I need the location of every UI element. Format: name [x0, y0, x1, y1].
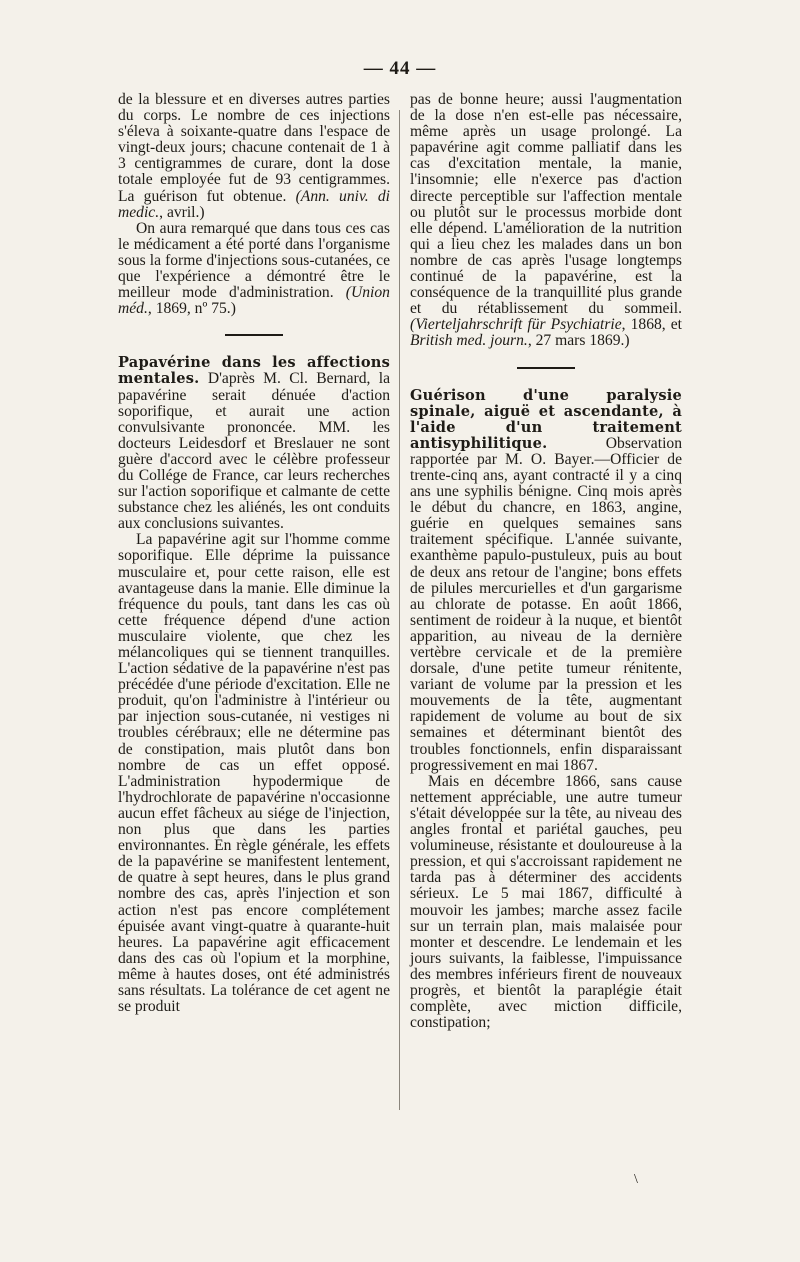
column-divider — [399, 110, 400, 1110]
citation-source: (Ann. univ. di medic. — [118, 187, 390, 221]
citation-source-2: British med. journ. — [410, 332, 528, 350]
section-heading: Papavérine dans les affections mentales. — [118, 354, 390, 388]
right-column — [410, 92, 682, 1031]
left-column — [118, 92, 390, 1015]
paragraph-papaverine-effects: La papavérine agit sur l'homme comme soporifique. Elle déprime la puissance musculaire et, pour cette raison, elle est avantageuse dans la manie. Elle diminue la fréquence du pouls, tant dans les cas où cette fréquence dépend d'une action musculaire violente, que chez les mélancoliques qui se tiennent tranquilles. L'action sédative de la papavérine n'est pas précédée d'une période d'excitation. Elle ne produit, qu'on l'administre à l'intérieur ou par injection sous-cutanée, ni vestiges ni troubles cérébraux; elle ne détermine pas de constipation, mais plutôt dans bon nombre de cas un effet opposé. L'administration hypodermique de l'hydrochlorate de papavérine n'occasionne aucun effet fâcheux au siége de l'injection, non plus que dans les parties environnantes. En règle générale, les effets de la papavérine se manifestent lentement, de quatre à sept heures, dans le plus grand nombre des cas, après l'injection et son action n'est pas encore complétement épuisée avant vingt-quatre à quarante-huit heures. La papavérine agit efficacement dans des cas où l'opium et la morphine, même à hautes doses, ont été administrés sans résultats. La tolérance de cet agent ne se produit — [118, 531, 390, 1016]
section-paralysis — [410, 388, 682, 774]
citation-end: , 1869, nº 75.) — [147, 300, 236, 318]
citation-source: (Union méd. — [118, 284, 390, 318]
citation-source: (Vierteljahrschrift für Psychiatrie — [410, 316, 622, 334]
paragraph-injections-remark — [118, 221, 390, 318]
paragraph-december-tumor: Mais en décembre 1866, sans cause nettement appréciable, une autre tumeur s'était développée sur la tête, au niveau des angles frontal et pariétal gauches, peu volumineuse, résistante et douloureuse à la pression, et qui s'accroissant rapidement ne tarda pas à déterminer des accidents sérieux. Le 5 mai 1867, difficulté à mouvoir les jambes; marche assez facile sur un terrain plan, mais malaisée pour monter et descendre. Le lendemain et les jours suivants, la faiblesse, l'impuissance des membres inférieurs firent de nouveaux progrès, et bientôt la paraplégie était complète, avec miction difficile, constipation; — [410, 772, 682, 1032]
paragraph-text: On aura remarqué que dans tous ces cas le médicament a été porté dans l'organisme sous la forme d'injections sous-cutanées, ce que l'expérience a démontré être le meilleur mode d'administration. — [118, 219, 390, 302]
section-separator — [225, 334, 283, 336]
section-papaverine — [118, 355, 390, 532]
paragraph-text: de la blessure et en diverses autres parties du corps. Le nombre de ces injections s'éleva à soixante-quatre dans l'espace de vingt-deux jours; chacune contenait de 1 à 3 centigrammes de curare, dont la dose totale employée fut de 93 centigrammes. La guérison fut obtenue. — [118, 91, 390, 205]
section-text: D'après M. Cl. Bernard, la papavérine serait dénuée d'action soporifique, et aurait une action convulsivante prononcée. MM. les docteurs Leidesdorf et Breslauer ne sont guère d'accord avec le célèbre professeur du Collége de France, car leurs recherches sur l'action soporifique et calmante de cette substance chez les aliénés, les ont conduits aux conclusions suivantes. — [118, 370, 390, 533]
citation-end: , avril.) — [159, 203, 205, 221]
stray-mark: \ — [634, 1172, 638, 1187]
citation-end: , 27 mars 1869.) — [527, 332, 630, 350]
section-separator — [517, 367, 575, 369]
page-number: — 44 — — [363, 58, 437, 79]
citation-mid: , 1868, et — [621, 316, 682, 334]
paragraph-curare-case — [118, 92, 390, 221]
section-text: Observation rapportée par M. O. Bayer.—Officier de trente-cinq ans, ayant contracté il y a cinq ans une syphilis bénigne. Cinq mois après le début du chancre, en 1863, angine, guérie en quelques semaines sans traitement spécifique. L'année suivante, exanthème papulo-pustuleux, puis au bout de deux ans retour de l'angine; bons effets de pilules mercurielles et d'un gargarisme au chlorate de potasse. En août 1866, sentiment de roideur à la nuque, et bientôt apparition, au niveau de la dernière vertèbre cervicale et de la première dorsale, d'une petite tumeur rénitente, variant de volume par la pression et les mouvements de la tête, augmentant rapidement de volume au bout de six semaines et déterminant bientôt des troubles fonctionnels, enfin disparaissant progressivement en mai 1867. — [410, 434, 682, 774]
paragraph-text: pas de bonne heure; aussi l'augmentation de la dose n'en est-elle pas nécessaire, même après un usage prolongé. La papavérine agit comme palliatif dans les cas d'excitation mentale, la manie, l'insomnie; elle n'exerce pas d'action directe perceptible sur l'affection mentale ou plutôt sur le processus morbide dont elle dépend. L'amélioration de la nutrition qui a lieu chez les malades dans un bon nombre de cas après l'usage longtemps continué de la papavérine, est la conséquence de la tranquillité plus grande et du rétablissement du sommeil. — [410, 91, 682, 318]
section-heading: Guérison d'une paralysie spinale, aiguë et ascendante, à l'aide d'un traitement antisyphilitique. — [410, 386, 682, 452]
paragraph-papaverine-continued — [410, 92, 682, 350]
